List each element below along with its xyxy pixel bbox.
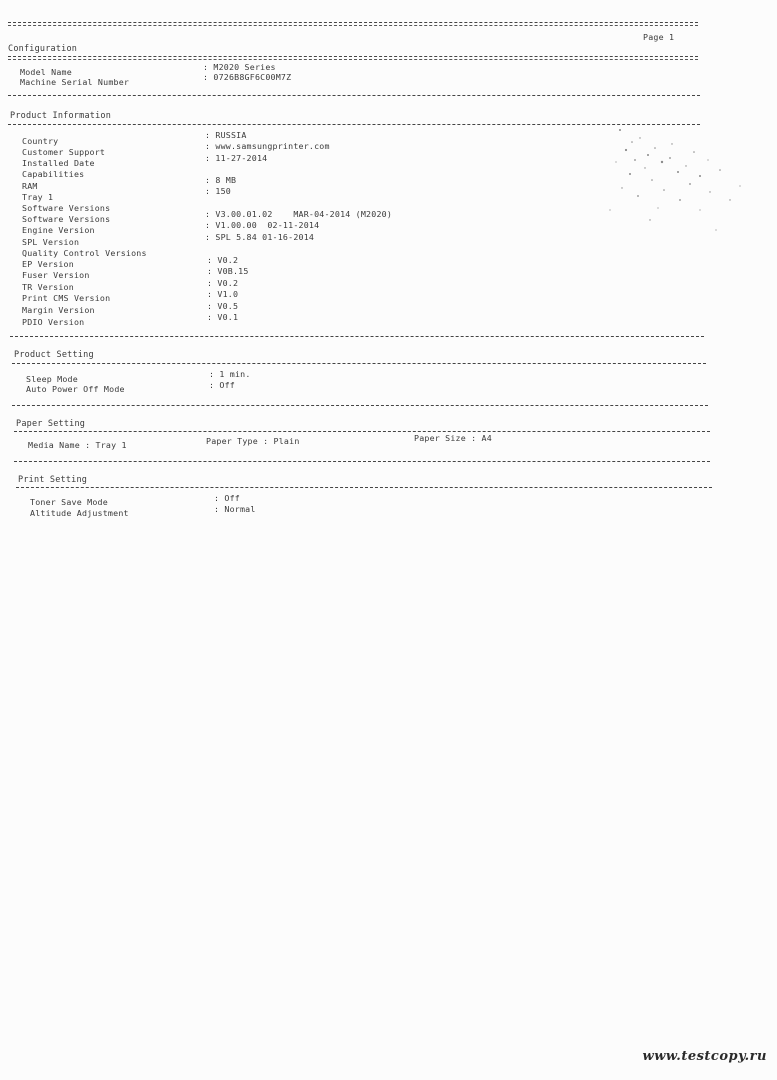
toner-save-mode-value: : Off	[214, 493, 240, 503]
ep-version-value: : V0.2	[207, 255, 239, 265]
model-name-label: Model Name	[20, 67, 72, 77]
paper-type: Paper Type : Plain	[206, 436, 300, 446]
tr-version-label: TR Version	[22, 282, 74, 292]
customer-support-value: : www.samsungprinter.com	[205, 141, 330, 151]
media-name: Media Name : Tray 1	[28, 440, 127, 450]
paper-setting-rule	[14, 431, 710, 432]
country-label: Country	[22, 136, 59, 146]
auto-power-off-value: : Off	[209, 380, 235, 390]
toner-save-mode-label: Toner Save Mode	[30, 497, 108, 507]
top-rule	[8, 22, 698, 26]
print-setting-heading: Print Setting	[18, 475, 88, 485]
fuser-version-label: Fuser Version	[22, 270, 90, 280]
ram-label: RAM	[22, 181, 38, 191]
fuser-version-value: : V0B.15	[207, 266, 249, 276]
altitude-adjustment-value: : Normal	[214, 504, 256, 514]
software-version-label: Software Versions	[22, 214, 111, 224]
customer-support-label: Customer Support	[22, 147, 106, 157]
spl-version-value: : SPL 5.84 01-16-2014	[205, 232, 315, 242]
engine-version-value: : V1.00.00 02-11-2014	[205, 220, 320, 230]
engine-version-label: Engine Version	[22, 225, 95, 235]
capabilities-label: Capabilities	[22, 169, 85, 179]
sleep-mode-label: Sleep Mode	[26, 374, 78, 384]
tray-1-label: Tray 1	[22, 192, 54, 202]
margin-version-value: : V0.5	[207, 301, 239, 311]
tray-1-value: : 150	[205, 186, 231, 196]
quality-control-versions-label: Quality Control Versions	[22, 248, 147, 258]
spl-version-label: SPL Version	[22, 237, 80, 247]
paper-size: Paper Size : A4	[414, 433, 492, 443]
tr-version-value: : V0.2	[207, 278, 239, 288]
model-name-value: : M2020 Series	[203, 62, 276, 72]
ram-value: : 8 MB	[205, 175, 237, 185]
print-setting-rule	[16, 487, 712, 488]
print-cms-version-value: : V1.0	[207, 289, 239, 299]
pdio-version-label: PDIO Version	[22, 317, 85, 327]
paper-setting-end-rule	[14, 461, 710, 462]
product-setting-end-rule	[12, 405, 708, 406]
product-information-end-rule	[10, 336, 704, 337]
configuration-rule	[8, 56, 698, 60]
product-setting-rule	[12, 363, 706, 364]
pdio-version-value: : V0.1	[207, 312, 239, 322]
margin-version-label: Margin Version	[22, 305, 95, 315]
country-value: : RUSSIA	[205, 130, 247, 140]
altitude-adjustment-label: Altitude Adjustment	[30, 508, 129, 518]
software-version-value: : V3.00.01.02 MAR-04-2014 (M2020)	[205, 209, 393, 219]
print-cms-version-label: Print CMS Version	[22, 293, 111, 303]
product-information-heading: Product Information	[10, 111, 112, 121]
paper-setting-heading: Paper Setting	[16, 419, 86, 429]
sleep-mode-value: : 1 min.	[209, 369, 251, 379]
installed-date-value: : 11-27-2014	[205, 153, 268, 163]
auto-power-off-label: Auto Power Off Mode	[26, 384, 125, 394]
toner-speckle	[560, 100, 760, 320]
serial-number-value: : 0726B8GF6C00M7Z	[203, 72, 292, 82]
serial-number-label: Machine Serial Number	[20, 77, 130, 87]
configuration-end-rule	[8, 95, 700, 96]
product-setting-heading: Product Setting	[14, 350, 94, 360]
ep-version-label: EP Version	[22, 259, 74, 269]
page-number: Page 1	[643, 32, 675, 42]
software-versions-group-label: Software Versions	[22, 203, 111, 213]
configuration-heading: Configuration	[8, 44, 78, 54]
testcopy-watermark: www.testcopy.ru	[642, 1049, 767, 1064]
installed-date-label: Installed Date	[22, 158, 95, 168]
